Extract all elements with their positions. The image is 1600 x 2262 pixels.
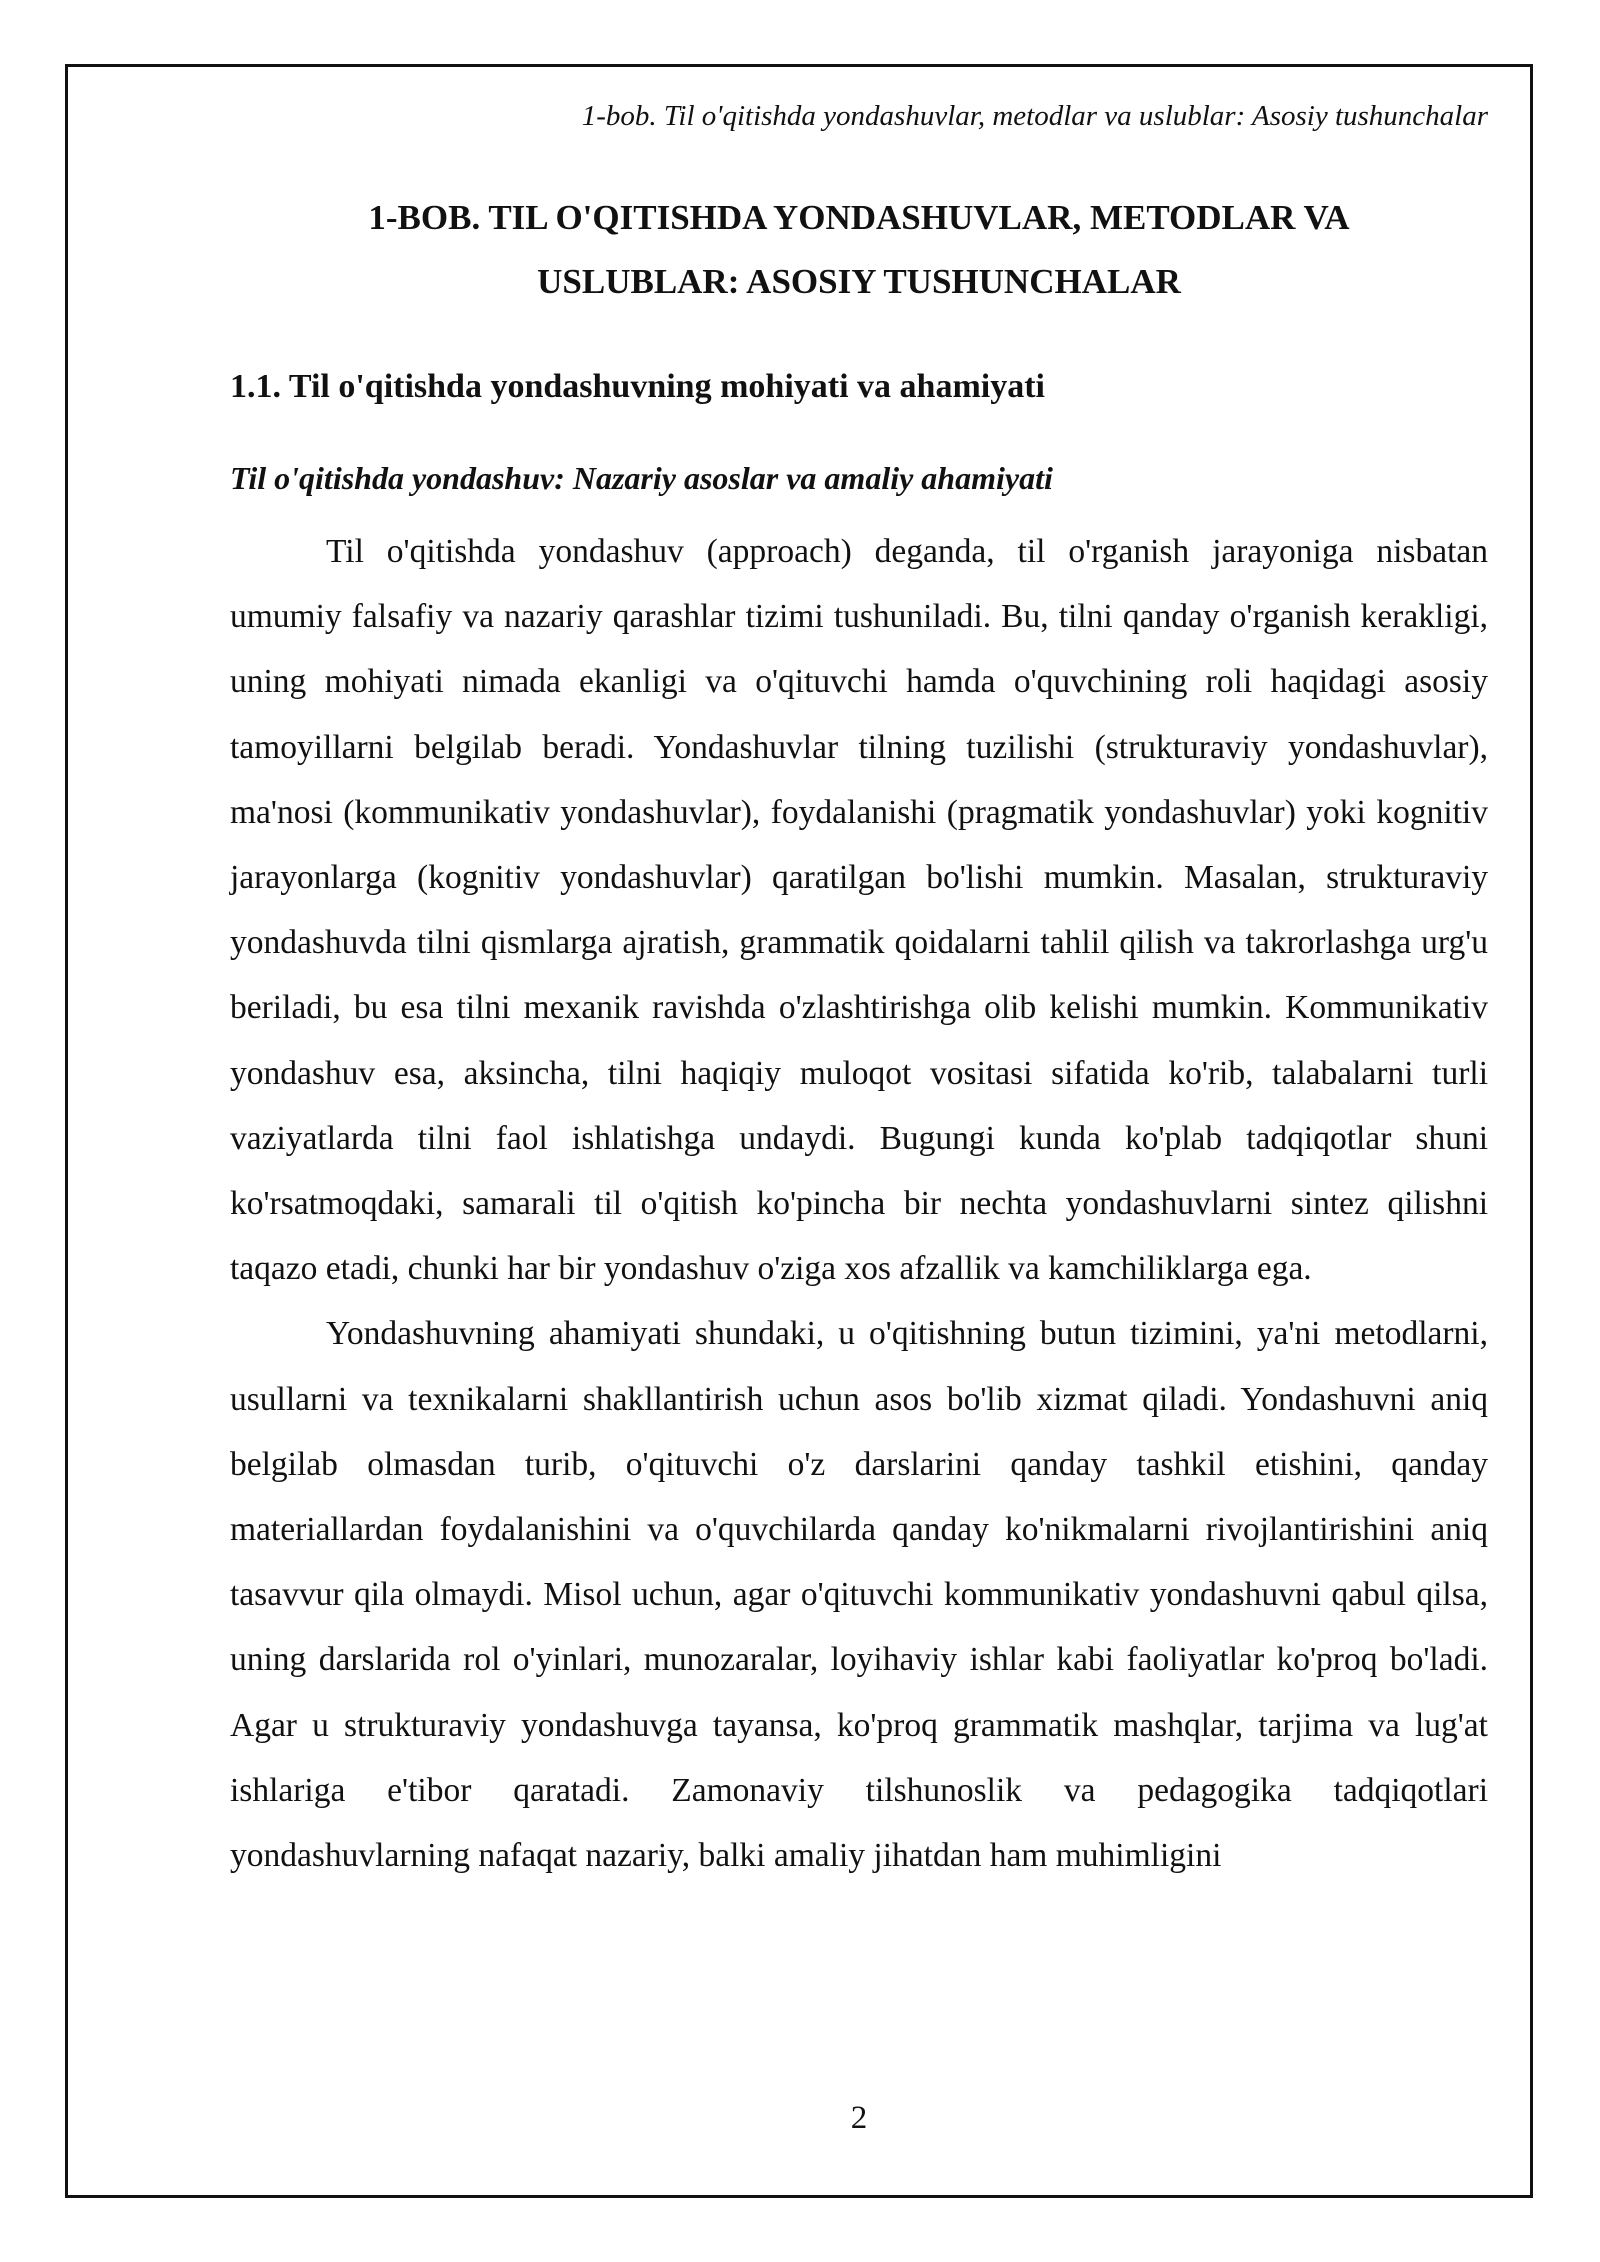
page-number: 2 bbox=[850, 2100, 868, 2136]
chapter-title-line-2: USLUBLAR: ASOSIY TUSHUNCHALAR bbox=[537, 262, 1181, 301]
chapter-title bbox=[230, 186, 1488, 314]
chapter-title-line-1: 1-BOB. TIL O'QITISHDA YONDASHUVLAR, METODLAR VA bbox=[368, 198, 1350, 237]
section-heading: 1.1. Til o'qitishda yondashuvning mohiyati va ahamiyati bbox=[230, 368, 1045, 405]
body-text bbox=[230, 519, 1488, 1888]
sub-heading: Til o'qitishda yondashuv: Nazariy asoslar va amaliy ahamiyati bbox=[230, 460, 1053, 496]
body-paragraph-2: Yondashuvning ahamiyati shundaki, u o'qitishning butun tizimini, ya'ni metodlarni, usullarni va texnikalarni shakllantirish uchun asos bo'lib xizmat qiladi. Yondashuvni aniq belgilab olmasdan turib, o'qituvchi o'z darslarini qanday tashkil etishini, qanday materiallardan foydalanishini va o'quvchilarda qanday ko'nikmalarni rivojlantirishini aniq tasavvur qila olmaydi. Misol uchun, agar o'qituvchi kommunikativ yondashuvni qabul qilsa, uning darslarida rol o'yinlari, munozaralar, loyihaviy ishlar kabi faoliyatlar ko'proq bo'ladi. Agar u strukturaviy yondashuvga tayansa, ko'proq grammatik mashqlar, tarjima va lug'at ishlariga e'tibor qaratadi. Zamonaviy tilshunoslik va pedagogika tadqiqotlari yondashuvlarning nafaqat nazariy, balki amaliy jihatdan ham muhimligini bbox=[230, 1315, 1488, 1875]
body-paragraph-1: Til o'qitishda yondashuv (approach) deganda, til o'rganish jarayoniga nisbatan umumiy falsafiy va nazariy qarashlar tizimi tushuniladi. Bu, tilni qanday o'rganish kerakligi, uning mohiyati nimada ekanligi va o'qituvchi hamda o'quvchining roli haqidagi asosiy tamoyillarni belgilab beradi. Yondashuvlar tilning tuzilishi (strukturaviy yondashuvlar), ma'nosi (kommunikativ yondashuvlar), foydalanishi (pragmatik yondashuvlar) yoki kognitiv jarayonlarga (kognitiv yondashuvlar) qaratilgan bo'lishi mumkin. Masalan, strukturaviy yondashuvda tilni qismlarga ajratish, grammatik qoidalarni tahlil qilish va takrorlashga urg'u beriladi, bu esa tilni mexanik ravishda o'zlashtirishga olib kelishi mumkin. Kommunikativ yondashuv esa, aksincha, tilni haqiqiy muloqot vositasi sifatida ko'rib, talabalarni turli vaziyatlarda tilni faol ishlatishga undaydi. Bugungi kunda ko'plab tadqiqotlar shuni ko'rsatmoqdaki, samarali til o'qitish ko'pincha bir nechta yondashuvlarni sintez qilishni taqazo etadi, chunki har bir yondashuv o'ziga xos afzallik va kamchiliklarga ega. bbox=[230, 533, 1488, 1288]
running-header: 1-bob. Til o'qitishda yondashuvlar, metodlar va uslublar: Asosiy tushunchalar bbox=[581, 100, 1488, 132]
